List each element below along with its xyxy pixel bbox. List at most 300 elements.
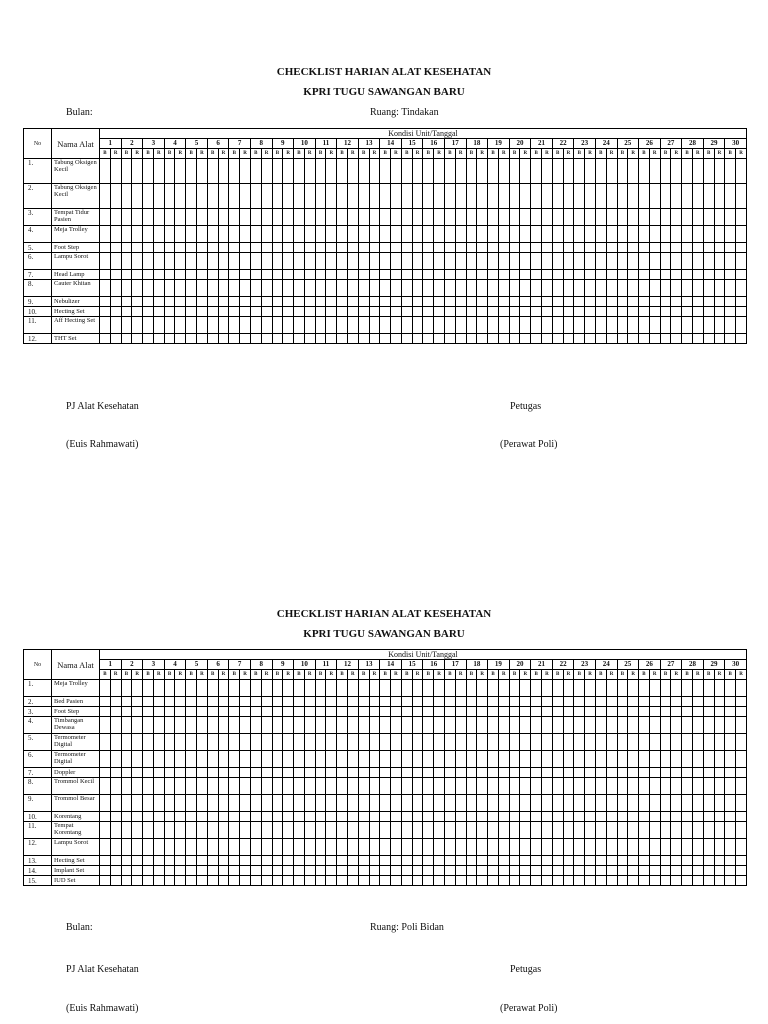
check-cell — [121, 184, 132, 209]
check-cell — [520, 307, 531, 317]
check-cell — [595, 209, 606, 226]
check-cell — [132, 253, 143, 270]
check-cell — [100, 812, 111, 822]
check-cell — [563, 226, 574, 243]
check-cell — [649, 334, 660, 344]
no-column-header: No — [24, 129, 52, 159]
condition-r-header: R — [692, 149, 703, 159]
condition-r-header: R — [261, 149, 272, 159]
check-cell — [391, 778, 402, 795]
check-cell — [574, 317, 585, 334]
check-cell — [261, 778, 272, 795]
check-cell — [143, 812, 154, 822]
check-cell — [703, 717, 714, 734]
equipment-row — [24, 209, 747, 226]
check-cell — [369, 707, 380, 717]
row-number: 9. — [24, 795, 52, 812]
check-cell — [488, 778, 499, 795]
check-cell — [412, 707, 423, 717]
row-number: 12. — [24, 839, 52, 856]
check-cell — [736, 876, 747, 886]
check-cell — [164, 184, 175, 209]
check-cell — [466, 243, 477, 253]
check-cell — [412, 751, 423, 768]
check-cell — [736, 159, 747, 184]
check-cell — [617, 876, 628, 886]
check-cell — [358, 734, 369, 751]
check-cell — [143, 866, 154, 876]
check-cell — [466, 822, 477, 839]
check-cell — [455, 680, 466, 697]
check-cell — [164, 243, 175, 253]
check-cell — [488, 876, 499, 886]
check-cell — [682, 778, 693, 795]
check-cell — [294, 768, 305, 778]
check-cell — [606, 270, 617, 280]
check-cell — [639, 707, 650, 717]
check-cell — [682, 768, 693, 778]
equipment-name: Aff Hecting Set — [52, 317, 100, 334]
equipment-row — [24, 253, 747, 270]
equipment-name: Termometer Digital — [52, 751, 100, 768]
check-cell — [682, 856, 693, 866]
check-cell — [358, 680, 369, 697]
check-cell — [585, 297, 596, 307]
check-cell — [401, 334, 412, 344]
check-cell — [337, 270, 348, 280]
check-cell — [186, 270, 197, 280]
check-cell — [606, 856, 617, 866]
check-cell — [617, 253, 628, 270]
check-cell — [153, 253, 164, 270]
check-cell — [218, 751, 229, 768]
check-cell — [197, 184, 208, 209]
check-cell — [682, 717, 693, 734]
check-cell — [542, 822, 553, 839]
check-cell — [542, 734, 553, 751]
check-cell — [488, 253, 499, 270]
check-cell — [509, 184, 520, 209]
check-cell — [552, 697, 563, 707]
check-cell — [434, 866, 445, 876]
check-cell — [488, 822, 499, 839]
check-cell — [466, 184, 477, 209]
check-cell — [725, 876, 736, 886]
check-cell — [401, 768, 412, 778]
check-cell — [304, 866, 315, 876]
check-cell — [132, 876, 143, 886]
check-cell — [250, 680, 261, 697]
check-cell — [272, 680, 283, 697]
check-cell — [445, 270, 456, 280]
check-cell — [552, 243, 563, 253]
condition-r-header: R — [649, 149, 660, 159]
day-header: 27 — [660, 660, 682, 670]
check-cell — [326, 680, 337, 697]
check-cell — [337, 768, 348, 778]
check-cell — [110, 734, 121, 751]
condition-b-header: B — [143, 149, 154, 159]
check-cell — [488, 317, 499, 334]
check-cell — [628, 184, 639, 209]
check-cell — [520, 334, 531, 344]
check-cell — [100, 734, 111, 751]
check-cell — [488, 717, 499, 734]
check-cell — [520, 812, 531, 822]
check-cell — [186, 717, 197, 734]
check-cell — [100, 307, 111, 317]
check-cell — [132, 768, 143, 778]
condition-r-header: R — [412, 149, 423, 159]
check-cell — [682, 253, 693, 270]
check-cell — [434, 734, 445, 751]
day-header: 6 — [207, 139, 229, 149]
condition-b-header: B — [207, 670, 218, 680]
check-cell — [660, 307, 671, 317]
check-cell — [315, 866, 326, 876]
check-cell — [531, 317, 542, 334]
check-cell — [671, 707, 682, 717]
day-header: 17 — [445, 660, 467, 670]
condition-r-header: R — [671, 670, 682, 680]
check-cell — [660, 751, 671, 768]
check-cell — [326, 717, 337, 734]
check-cell — [585, 226, 596, 243]
check-cell — [315, 812, 326, 822]
check-cell — [445, 253, 456, 270]
check-cell — [639, 317, 650, 334]
check-cell — [455, 717, 466, 734]
check-cell — [509, 307, 520, 317]
check-cell — [175, 795, 186, 812]
check-cell — [660, 253, 671, 270]
check-cell — [725, 209, 736, 226]
check-cell — [240, 697, 251, 707]
check-cell — [153, 795, 164, 812]
check-cell — [574, 297, 585, 307]
check-cell — [229, 707, 240, 717]
check-cell — [401, 253, 412, 270]
check-cell — [304, 717, 315, 734]
sheet2-title: CHECKLIST HARIAN ALAT KESEHATAN — [276, 608, 492, 620]
check-cell — [423, 778, 434, 795]
check-cell — [488, 795, 499, 812]
check-cell — [186, 697, 197, 707]
check-cell — [714, 680, 725, 697]
sheet1-pj-title: PJ Alat Kesehatan — [66, 401, 139, 412]
check-cell — [671, 866, 682, 876]
check-cell — [692, 334, 703, 344]
day-header: 30 — [725, 660, 747, 670]
check-cell — [531, 812, 542, 822]
check-cell — [175, 778, 186, 795]
check-cell — [369, 839, 380, 856]
check-cell — [606, 307, 617, 317]
day-header: 12 — [337, 660, 359, 670]
check-cell — [143, 280, 154, 297]
check-cell — [261, 876, 272, 886]
check-cell — [315, 822, 326, 839]
check-cell — [595, 317, 606, 334]
check-cell — [304, 768, 315, 778]
check-cell — [488, 734, 499, 751]
check-cell — [542, 280, 553, 297]
check-cell — [509, 856, 520, 866]
sheet2-bulan-label: Bulan: — [66, 922, 93, 933]
check-cell — [186, 209, 197, 226]
check-cell — [682, 159, 693, 184]
check-cell — [229, 778, 240, 795]
check-cell — [369, 253, 380, 270]
check-cell — [164, 866, 175, 876]
check-cell — [132, 751, 143, 768]
check-cell — [671, 280, 682, 297]
check-cell — [445, 226, 456, 243]
day-header: 20 — [509, 139, 531, 149]
check-cell — [315, 717, 326, 734]
row-number: 6. — [24, 253, 52, 270]
check-cell — [164, 717, 175, 734]
check-cell — [542, 768, 553, 778]
check-cell — [574, 697, 585, 707]
check-cell — [649, 297, 660, 307]
check-cell — [132, 795, 143, 812]
check-cell — [520, 184, 531, 209]
check-cell — [358, 280, 369, 297]
check-cell — [261, 184, 272, 209]
check-cell — [649, 317, 660, 334]
check-cell — [703, 856, 714, 866]
condition-b-header: B — [164, 149, 175, 159]
check-cell — [121, 795, 132, 812]
condition-r-header: R — [132, 149, 143, 159]
check-cell — [552, 334, 563, 344]
equipment-name: Meja Trolley — [52, 680, 100, 697]
check-cell — [434, 768, 445, 778]
check-cell — [412, 280, 423, 297]
check-cell — [736, 307, 747, 317]
check-cell — [595, 707, 606, 717]
check-cell — [100, 297, 111, 307]
condition-b-header: B — [272, 670, 283, 680]
check-cell — [563, 317, 574, 334]
check-cell — [197, 734, 208, 751]
check-cell — [250, 334, 261, 344]
check-cell — [574, 707, 585, 717]
check-cell — [358, 697, 369, 707]
check-cell — [391, 839, 402, 856]
check-cell — [153, 751, 164, 768]
check-cell — [520, 856, 531, 866]
check-cell — [628, 307, 639, 317]
check-cell — [682, 795, 693, 812]
check-cell — [682, 334, 693, 344]
check-cell — [542, 795, 553, 812]
check-cell — [617, 209, 628, 226]
day-header: 29 — [703, 660, 725, 670]
check-cell — [240, 680, 251, 697]
check-cell — [488, 812, 499, 822]
check-cell — [391, 297, 402, 307]
check-cell — [531, 866, 542, 876]
check-cell — [574, 159, 585, 184]
check-cell — [455, 768, 466, 778]
check-cell — [261, 734, 272, 751]
check-cell — [121, 822, 132, 839]
check-cell — [520, 159, 531, 184]
check-cell — [703, 297, 714, 307]
check-cell — [326, 876, 337, 886]
day-header: 3 — [143, 660, 165, 670]
check-cell — [229, 159, 240, 184]
check-cell — [423, 253, 434, 270]
check-cell — [110, 778, 121, 795]
check-cell — [304, 226, 315, 243]
check-cell — [391, 697, 402, 707]
day-header: 8 — [250, 660, 272, 670]
check-cell — [639, 334, 650, 344]
check-cell — [725, 184, 736, 209]
check-cell — [531, 856, 542, 866]
check-cell — [639, 159, 650, 184]
check-cell — [175, 812, 186, 822]
check-cell — [240, 876, 251, 886]
check-cell — [380, 317, 391, 334]
check-cell — [434, 297, 445, 307]
check-cell — [692, 734, 703, 751]
check-cell — [207, 270, 218, 280]
check-cell — [326, 159, 337, 184]
row-number: 5. — [24, 243, 52, 253]
check-cell — [552, 768, 563, 778]
check-cell — [401, 778, 412, 795]
day-header: 24 — [595, 660, 617, 670]
check-cell — [520, 209, 531, 226]
check-cell — [143, 680, 154, 697]
check-cell — [542, 270, 553, 280]
check-cell — [272, 159, 283, 184]
check-cell — [725, 751, 736, 768]
check-cell — [434, 307, 445, 317]
check-cell — [391, 334, 402, 344]
check-cell — [294, 270, 305, 280]
check-cell — [197, 751, 208, 768]
check-cell — [358, 297, 369, 307]
check-cell — [725, 812, 736, 822]
check-cell — [315, 307, 326, 317]
check-cell — [283, 226, 294, 243]
check-cell — [736, 680, 747, 697]
check-cell — [132, 184, 143, 209]
check-cell — [552, 253, 563, 270]
day-header: 4 — [164, 139, 186, 149]
check-cell — [412, 839, 423, 856]
check-cell — [272, 243, 283, 253]
check-cell — [434, 334, 445, 344]
check-cell — [110, 297, 121, 307]
check-cell — [121, 307, 132, 317]
check-cell — [617, 812, 628, 822]
row-number: 11. — [24, 317, 52, 334]
condition-r-header: R — [218, 149, 229, 159]
equipment-name: Nebulizer — [52, 297, 100, 307]
check-cell — [121, 778, 132, 795]
condition-r-header: R — [153, 149, 164, 159]
check-cell — [574, 270, 585, 280]
check-cell — [692, 795, 703, 812]
check-cell — [725, 243, 736, 253]
day-header: 3 — [143, 139, 165, 149]
condition-r-header: R — [477, 149, 488, 159]
row-number: 4. — [24, 226, 52, 243]
check-cell — [143, 856, 154, 866]
check-cell — [164, 768, 175, 778]
check-cell — [250, 297, 261, 307]
check-cell — [477, 751, 488, 768]
check-cell — [445, 768, 456, 778]
check-cell — [164, 707, 175, 717]
condition-b-header: B — [682, 149, 693, 159]
check-cell — [585, 707, 596, 717]
check-cell — [692, 226, 703, 243]
check-cell — [412, 866, 423, 876]
check-cell — [542, 778, 553, 795]
check-cell — [445, 839, 456, 856]
sheet2-pj-name: (Euis Rahmawati) — [66, 1003, 139, 1014]
check-cell — [272, 876, 283, 886]
condition-b-header: B — [552, 670, 563, 680]
check-cell — [455, 253, 466, 270]
condition-b-header: B — [401, 149, 412, 159]
check-cell — [412, 822, 423, 839]
check-cell — [509, 751, 520, 768]
check-cell — [552, 317, 563, 334]
check-cell — [218, 226, 229, 243]
check-cell — [531, 717, 542, 734]
check-cell — [477, 243, 488, 253]
check-cell — [229, 243, 240, 253]
check-cell — [358, 159, 369, 184]
check-cell — [121, 866, 132, 876]
check-cell — [466, 253, 477, 270]
check-cell — [466, 717, 477, 734]
check-cell — [466, 297, 477, 307]
condition-r-header: R — [585, 670, 596, 680]
check-cell — [391, 680, 402, 697]
check-cell — [531, 226, 542, 243]
check-cell — [283, 334, 294, 344]
check-cell — [240, 184, 251, 209]
equipment-row — [24, 768, 747, 778]
check-cell — [639, 795, 650, 812]
check-cell — [552, 876, 563, 886]
check-cell — [272, 697, 283, 707]
check-cell — [509, 226, 520, 243]
check-cell — [660, 697, 671, 707]
check-cell — [445, 297, 456, 307]
check-cell — [692, 768, 703, 778]
check-cell — [660, 270, 671, 280]
day-header: 23 — [574, 139, 596, 149]
check-cell — [509, 697, 520, 707]
check-cell — [455, 297, 466, 307]
check-cell — [272, 751, 283, 768]
check-cell — [531, 822, 542, 839]
check-cell — [498, 707, 509, 717]
check-cell — [477, 209, 488, 226]
check-cell — [606, 159, 617, 184]
check-cell — [736, 209, 747, 226]
